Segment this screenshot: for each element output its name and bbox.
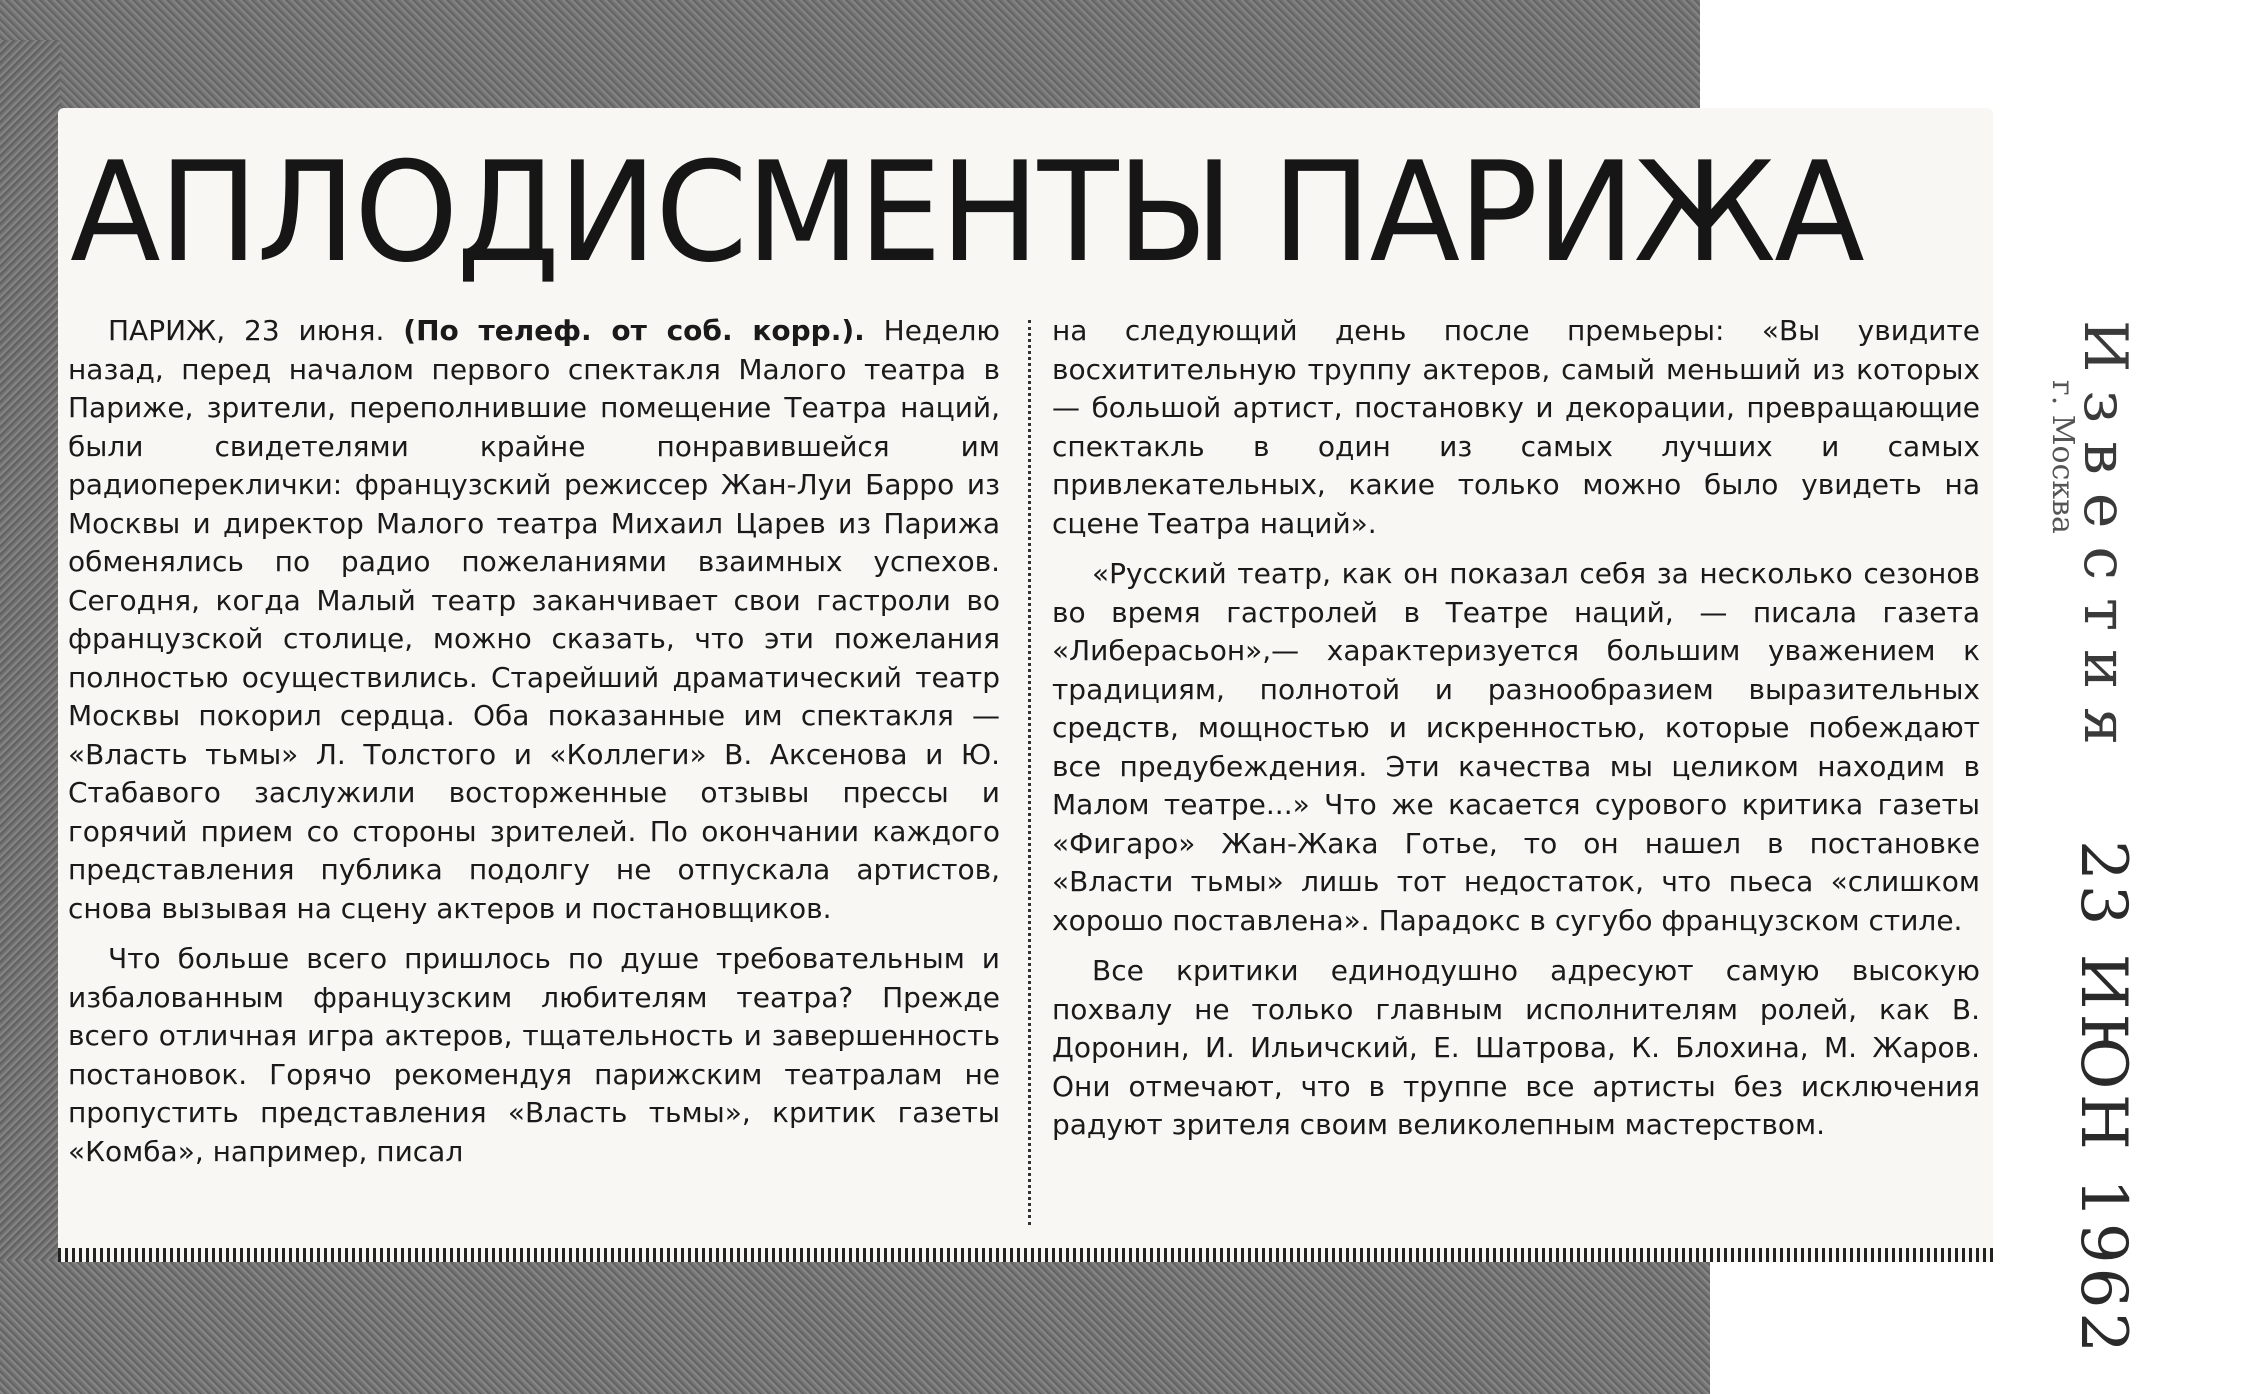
article-column-right bbox=[1052, 312, 1980, 1145]
archive-stamp bbox=[2045, 320, 2150, 1357]
source-note: (По телеф. от соб. корр.). bbox=[403, 314, 865, 347]
paragraph-body: Неделю назад, перед началом первого спектакля Малого театра в Париже, зрители, переполнившие помещение Театра наций, были свидетелями крайне понравившейся им радиопереклички: французский режиссер Жан-Луи Барро из Москвы и директор Малого театра Михаил Царев из Парижа обменялись по радио пожеланиями взаимных успехов. Сегодня, когда Малый театр заканчивает свои гастроли во французской столице, можно сказать, что эти пожелания полностью осуществились. Старейший драматический театр Москвы покорил сердца. Оба показанные им спектакля — «Власть тьмы» Л. Толстого и «Коллеги» В. Аксенова и Ю. Стабавого заслужили восторженные отзывы прессы и горячий прием со стороны зрителей. По окончании каждого представления публика подолгу не отпускала артистов, снова вызывая на сцену актеров и постановщиков. bbox=[68, 314, 1001, 925]
dateline: ПАРИЖ, 23 июня. bbox=[108, 314, 404, 347]
article-headline: АПЛОДИСМЕНТЫ ПАРИЖА bbox=[70, 132, 1863, 293]
stamp-newspaper-name: Известия bbox=[2070, 320, 2140, 763]
scan-edge-left bbox=[0, 40, 60, 1394]
paragraph-5: Все критики единодушно адресуют самую высокую похвалу не только главным исполнителям ролей, как В. Доронин, И. Ильичский, Е. Шатрова, К. Блохина, М. Жаров. Они отмечают, что в труппе все артисты без исключения радуют зрителя своим великолепным мастерством. bbox=[1052, 954, 1980, 1141]
scan-edge-top bbox=[0, 0, 1700, 110]
article-column-left bbox=[68, 312, 1000, 1171]
scan-edge-bottom bbox=[0, 1260, 1710, 1394]
paragraph-4: «Русский театр, как он показал себя за несколько сезонов во время гастролей в Театре наций, — писала газета «Либерасьон»,— характеризуется большим уважением к традициям, полнотой и разнообразием выразительных средств, мощностью и искренностью, которые побеждают все предубеждения. Эти качества мы целиком находим в Малом театре...» Что же касается сурового критика газеты «Фигаро» Жан-Жака Готье, то он нашел в постановке «Власти тьмы» лишь тот недостаток, что пьеса «слишком хорошо поставлена». Парадокс в сугубо французском стиле. bbox=[1052, 557, 1980, 937]
column-divider bbox=[1028, 320, 1031, 1225]
stamp-date: 23 ИЮН 1962 bbox=[2066, 840, 2140, 1357]
paragraph-2: Что больше всего пришлось по душе требовательным и избалованным французским любителям театра? Прежде всего отличная игра актеров, тщательность и завершенность постановок. Горячо рекомендуя парижским театралам не пропустить представления «Власть тьмы», критик газеты «Комба», например, писал bbox=[68, 942, 1000, 1168]
torn-edge bbox=[58, 1248, 1993, 1262]
paragraph-3: на следующий день после премьеры: «Вы увидите восхитительную труппу актеров, самый меньший из которых — большой артист, постановку и декорации, превращающие спектакль в один из самых лучших и самых привлекательных, какие только можно было увидеть на сцене Театра наций». bbox=[1052, 314, 1980, 540]
paragraph-1 bbox=[68, 312, 1000, 928]
stamp-city: г. Москва bbox=[2045, 380, 2080, 534]
